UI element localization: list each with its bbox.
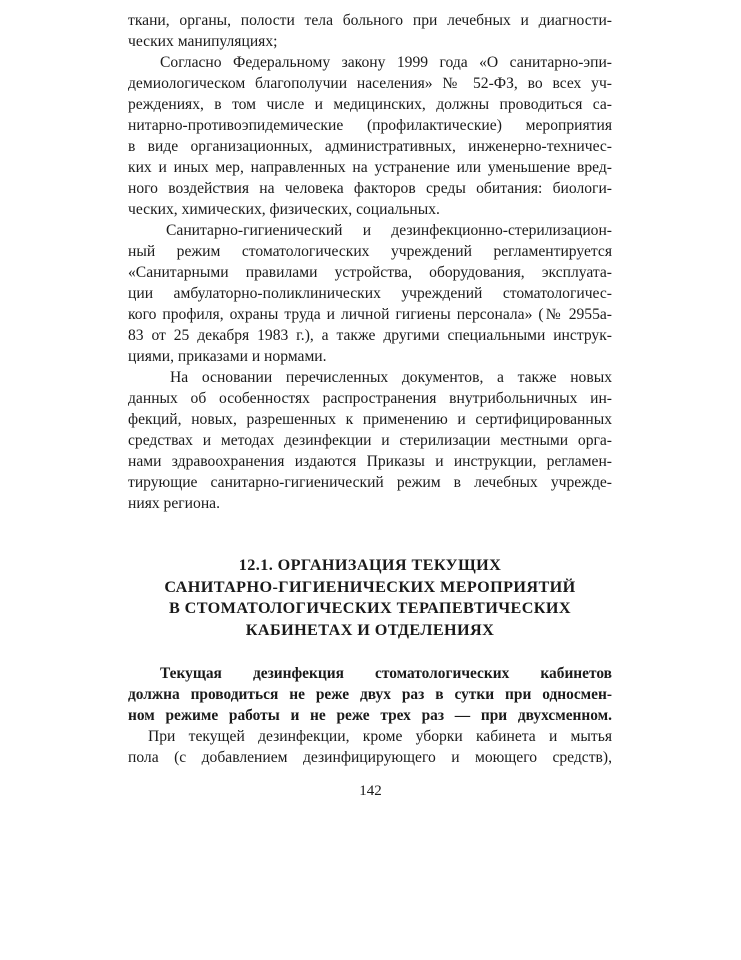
text-line: Согласно Федеральному закону 1999 года «О санитарно-эпи-: [160, 54, 612, 71]
text-line: данных об особенностях распространения внутрибольничных ин-: [128, 390, 612, 407]
text-line: ниях региона.: [128, 495, 220, 512]
paragraph-current-disinfection: [128, 726, 612, 768]
heading-line: САНИТАРНО-ГИГИЕНИЧЕСКИХ МЕРОПРИЯТИЙ: [164, 577, 576, 596]
text-line: средствах и методах дезинфекции и стерилизации местными орга-: [128, 432, 612, 449]
text-line: пола (с добавлением дезинфицирующего и моющего средств),: [128, 749, 612, 766]
text-line: тирующие санитарно-гигиенический режим в лечебных учрежде-: [128, 474, 612, 491]
text-line: в виде организационных, административных, инженерно-техничес-: [128, 138, 612, 155]
page-body: [128, 10, 612, 768]
heading-line: 12.1. ОРГАНИЗАЦИЯ ТЕКУЩИХ: [238, 556, 502, 574]
paragraph-intro: [128, 10, 612, 52]
text-line: ческих манипуляциях;: [128, 33, 278, 50]
text-line: нами здравоохранения издаются Приказы и инструкции, регламен-: [128, 453, 612, 470]
heading-line: В СТОМАТОЛОГИЧЕСКИХ ТЕРАПЕВТИЧЕСКИХ: [168, 599, 572, 617]
paragraph-documents: [128, 367, 612, 514]
text-line: «Санитарными правилами устройства, оборудования, эксплуата-: [128, 264, 612, 281]
text-line: ного воздействия на человека факторов среды обитания: биологи-: [128, 180, 612, 197]
page-number: 142: [359, 783, 382, 799]
text-line: На основании перечисленных документов, а также новых: [170, 369, 612, 386]
text-line: При текущей дезинфекции, кроме уборки кабинета и мытья: [148, 728, 612, 745]
text-line: циями, приказами и нормами.: [128, 348, 327, 365]
paragraph-sanitary-regime: [128, 220, 612, 367]
text-line: кого профиля, охраны труда и личной гигиены персонала» (№ 2955а-: [128, 306, 612, 323]
text-line: ции амбулаторно-поликлинических учреждений стоматологичес-: [128, 285, 612, 302]
text-line: демиологическом благополучии населения» № 52-ФЗ, во всех уч-: [128, 75, 612, 92]
text-line: ткани, органы, полости тела больного при лечебных и диагности-: [128, 12, 612, 29]
text-line: Санитарно-гигиенический и дезинфекционно-стерилизацион-: [166, 222, 612, 239]
text-line: ном режиме работы и не реже трех раз — при двухсменном.: [128, 707, 612, 724]
text-line: 83 от 25 декабря 1983 г.), а также другими специальными инструк-: [128, 327, 612, 344]
text-line: ких и иных мер, направленных на устранение или уменьшение вред-: [128, 159, 612, 176]
section-heading: [128, 555, 612, 641]
text-line: нитарно-противоэпидемические (профилактические) мероприятия: [128, 117, 612, 134]
text-line: реждениях, в том числе и медицинских, должны проводиться са-: [128, 96, 612, 113]
text-line: фекций, новых, разрешенных к применению и сертифицированных: [128, 411, 612, 428]
heading-line: КАБИНЕТАХ И ОТДЕЛЕНИЯХ: [245, 620, 495, 639]
text-line: ческих, химических, физических, социальных.: [128, 201, 440, 218]
text-line: должна проводиться не реже двух раз в сутки при односмен-: [128, 686, 612, 703]
text-line: Текущая дезинфекция стоматологических кабинетов: [160, 665, 612, 682]
paragraph-federal-law: [128, 52, 612, 220]
paragraph-disinfection-frequency: [128, 663, 612, 726]
text-line: ный режим стоматологических учреждений регламентируется: [128, 243, 612, 260]
